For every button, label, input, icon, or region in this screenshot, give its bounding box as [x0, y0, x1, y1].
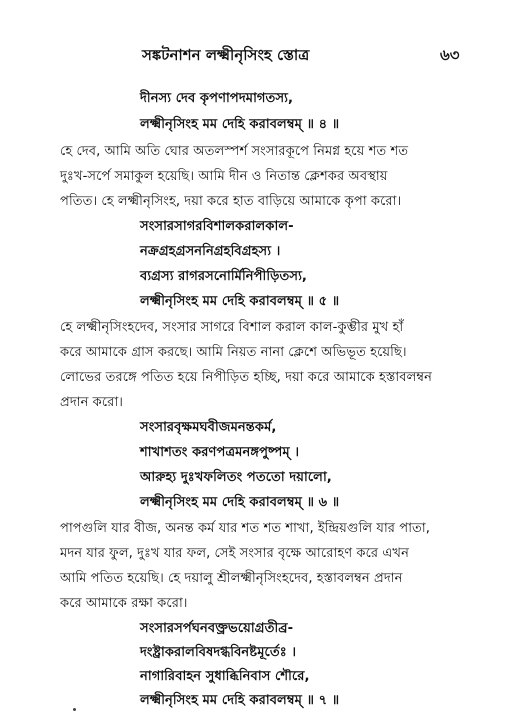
- prose-line: হে দেব, আমি অতি ঘোর অতলস্পর্শ সংসারকূপে নিমগ্ন হয়ে শত শত: [60, 144, 409, 159]
- ink-speck: [73, 708, 76, 711]
- prose-line: আমি পতিত হয়েছি। হে দয়ালু শ্রীলক্ষ্মীনৃসিংহদেব, হস্তাবলম্বন প্রদান: [60, 571, 403, 586]
- prose-line: প্রদান করো।: [60, 395, 123, 410]
- verse-line: নাগারিবাহন সুধাব্ধিনিবাস শৌরে,: [140, 669, 310, 684]
- prose-line: পাপগুলি যার বীজ, অনন্ত কর্ম যার শত শত শাখা, ইন্দ্রিয়গুলি যার পাতা,: [60, 521, 430, 536]
- verse-line: শাখাশতং করণপত্রমনঙ্গপুষ্পম্ ।: [140, 445, 300, 460]
- running-header-title: সঙ্কটনাশন লক্ষ্মীনৃসিংহ স্তোত্র: [142, 46, 310, 64]
- prose-line: লোভের তরঙ্গে পতিত হয়ে নিপীড়িত হচ্ছি, দয়া করে আমাকে হস্তাবলম্বন: [60, 370, 433, 385]
- verse-line: লক্ষ্মীনৃসিংহ মম দেহি করাবলম্বম্ ॥ ৭ ॥: [140, 693, 340, 708]
- prose-line: করে আমাকে রক্ষা করো।: [60, 596, 188, 611]
- prose-line: পতিত। হে লক্ষ্মীনৃসিংহ, দয়া করে হাত বাড়িয়ে আমাকে কৃপা করো।: [60, 194, 402, 209]
- verse-line: ব্যগ্রস্য রাগরসনোর্মিনিপীড়িতস্য,: [140, 269, 307, 284]
- prose-line: মদন যার ফুল, দুঃখ যার ফল, সেই সংসার বৃক্ষে আরোহণ করে এখন: [60, 546, 409, 561]
- verse-line: সংসারবৃক্ষমঘবীজমনন্তকর্ম,: [140, 420, 277, 435]
- verse-line: সংসারসর্পঘনবক্ত্রভয়োগ্রতীব্র-: [140, 621, 294, 636]
- verse-line: দংষ্ট্রাকরালবিষদগ্ধবিনষ্টমূর্তেঃ ।: [140, 645, 297, 660]
- page-number: ৬৩: [440, 46, 460, 64]
- verse-line: আরুহ্য দুঃখফলিতং পততো দয়ালো,: [140, 470, 332, 485]
- verse-line: লক্ষ্মীনৃসিংহ মম দেহি করাবলম্বম্ ॥ ৫ ॥: [140, 294, 340, 309]
- verse-line: লক্ষ্মীনৃসিংহ মম দেহি করাবলম্বম্ ॥ ৪ ॥: [140, 117, 340, 132]
- prose-line: হে লক্ষ্মীনৃসিংহদেব, সংসার সাগরে বিশাল করাল কাল-কুম্ভীর মুখ হাঁ: [60, 320, 404, 335]
- verse-line: দীনস্য দেব কৃপণাপদমাগতস্য,: [140, 91, 293, 106]
- verse-line: নক্রগ্রহগ্রসননিগ্রহবিগ্রহস্য ।: [140, 244, 281, 259]
- prose-line: দুঃখ-সর্পে সমাকুল হয়েছি। আমি দীন ও নিতান্ত ক্লেশকর অবস্থায়: [60, 169, 388, 184]
- verse-line: লক্ষ্মীনৃসিংহ মম দেহি করাবলম্বম্ ॥ ৬ ॥: [140, 495, 340, 510]
- verse-line: সংসারসাগরবিশালকরালকাল-: [140, 219, 294, 234]
- prose-line: করে আমাকে গ্রাস করছে। আমি নিয়ত নানা ক্লেশে অভিভূত হয়েছি।: [60, 345, 407, 360]
